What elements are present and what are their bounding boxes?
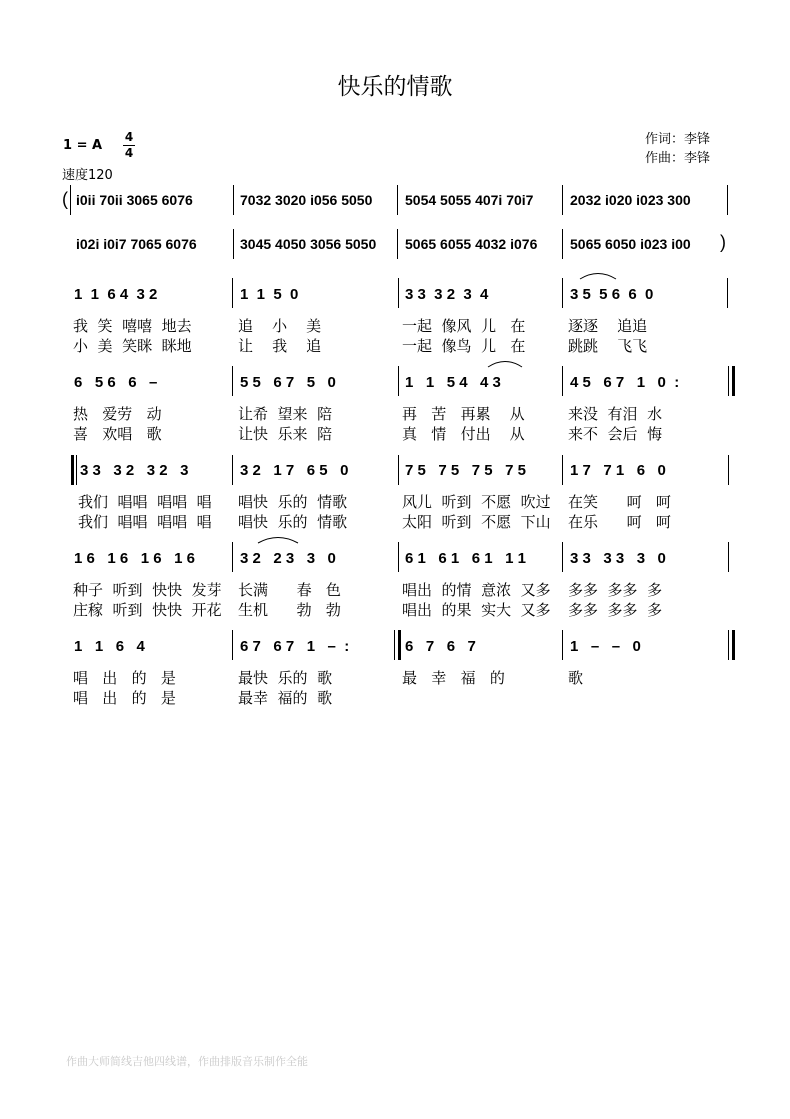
barline <box>728 542 729 572</box>
barline <box>398 455 399 485</box>
lyric-verse-1: 追 小 美 <box>238 317 322 335</box>
barline <box>562 366 563 396</box>
melody-measure: 3 2 1 7 6 5 0 <box>240 462 349 479</box>
melody-measure: 1 1 5 0 <box>240 286 299 303</box>
lyric-verse-1: 我们 唱唱 唱唱 唱 <box>78 493 212 511</box>
composer-credit: 作曲：李锋 <box>645 151 711 166</box>
lyric-verse-1: 歌 <box>568 669 584 687</box>
intro-measure: 5054 5055 407i 70i7 <box>405 192 534 208</box>
melody-measure: 1 6 1 6 1 6 1 6 <box>74 550 195 567</box>
barline <box>232 366 233 396</box>
barline <box>76 455 77 485</box>
melody-measure: 6 1 6 1 6 1 1 1 <box>405 550 526 567</box>
melody-measure: 1 1 6 4 <box>74 638 145 655</box>
lyric-verse-2: 来不 会后 悔 <box>568 425 663 443</box>
melody-measure: 5 5 6 7 5 0 <box>240 374 336 391</box>
barline <box>727 185 728 215</box>
lyric-verse-2: 多多 多多 多 <box>568 601 663 619</box>
barline <box>398 542 399 572</box>
lyric-verse-1: 再 苦 再累 从 <box>402 405 525 423</box>
score-title: 快乐的情歌 <box>337 74 453 100</box>
lyric-verse-1: 在笑 呵 呵 <box>568 493 671 511</box>
lyric-verse-2: 庄稼 听到 快快 开花 <box>73 601 222 619</box>
repeat-start-barline <box>71 455 74 485</box>
lyric-verse-1: 来没 有泪 水 <box>568 405 663 423</box>
lyric-verse-1: 一起 像风 儿 在 <box>402 317 526 335</box>
intro-measure: 2032 i020 i023 300 <box>570 192 691 208</box>
lyric-verse-2: 让 我 追 <box>238 337 322 355</box>
lyric-verse-1: 唱快 乐的 情歌 <box>238 493 348 511</box>
melody-measure: 1 7 7 1 6 0 <box>570 462 666 479</box>
barline <box>397 229 398 259</box>
melody-measure: 3 3 3 2 3 4 <box>405 286 489 303</box>
barline <box>233 229 234 259</box>
lyric-verse-2: 太阳 听到 不愿 下山 <box>402 513 551 531</box>
barline <box>233 185 234 215</box>
time-signature-bottom: 4 <box>124 146 134 160</box>
lyric-verse-2: 最幸 福的 歌 <box>238 689 333 707</box>
barline <box>232 630 233 660</box>
tie-slur <box>256 534 300 544</box>
lyric-verse-2: 在乐 呵 呵 <box>568 513 671 531</box>
barline <box>562 229 563 259</box>
melody-measure: 1 – – 0 <box>570 638 641 655</box>
lyric-verse-1: 种子 听到 快快 发芽 <box>73 581 222 599</box>
lyric-verse-2: 真 情 付出 从 <box>402 425 525 443</box>
melody-measure: 1 1 6 4 3 2 <box>74 286 158 303</box>
intro-close-paren: ) <box>720 232 726 252</box>
barline <box>70 185 71 215</box>
melody-measure: 7 5 7 5 7 5 7 5 <box>405 462 526 479</box>
barline <box>397 185 398 215</box>
barline <box>232 278 233 308</box>
time-signature <box>123 131 135 160</box>
intro-measure: 5065 6055 4032 i076 <box>405 236 538 252</box>
lyric-verse-1: 热 爱劳 动 <box>73 405 162 423</box>
lyric-verse-1: 最 幸 福 的 <box>402 669 505 687</box>
barline <box>394 630 395 660</box>
intro-measure: 3045 4050 3056 5050 <box>240 236 377 252</box>
melody-measure: 3 2 2 3 3 0 <box>240 550 336 567</box>
intro-measure: 7032 3020 i056 5050 <box>240 192 373 208</box>
melody-measure: 6 5 6 6 – <box>74 374 158 391</box>
intro-measure: i0ii 70ii 3065 6076 <box>76 192 193 208</box>
barline <box>562 278 563 308</box>
lyric-verse-2: 跳跳 飞飞 <box>568 337 648 355</box>
melody-measure: 3 3 3 2 3 2 3 <box>80 462 189 479</box>
melody-measure: 4 5 6 7 1 0 : <box>570 374 680 391</box>
final-barline <box>732 630 735 660</box>
lyric-verse-1: 唱出 的情 意浓 又多 <box>402 581 551 599</box>
lyric-verse-2: 我们 唱唱 唱唱 唱 <box>78 513 212 531</box>
melody-measure: 6 7 6 7 1 – : <box>240 638 350 655</box>
melody-measure: 3 3 3 3 3 0 <box>570 550 666 567</box>
lyric-verse-2: 小 美 笑眯 眯地 <box>73 337 192 355</box>
lyric-verse-2: 喜 欢唱 歌 <box>73 425 162 443</box>
lyric-verse-1: 逐逐 追追 <box>568 317 648 335</box>
lyric-verse-1: 风儿 听到 不愿 吹过 <box>402 493 551 511</box>
intro-measure: i02i i0i7 7065 6076 <box>76 236 197 252</box>
melody-measure: 6 7 6 7 <box>405 638 476 655</box>
lyric-verse-1: 让希 望来 陪 <box>238 405 333 423</box>
tempo-marking: 速度120 <box>62 168 113 183</box>
lyric-verse-1: 多多 多多 多 <box>568 581 663 599</box>
lyric-verse-1: 最快 乐的 歌 <box>238 669 333 687</box>
footer-watermark: 作曲大师简线吉他四线谱，作曲排版音乐制作全能 <box>66 1055 308 1068</box>
barline <box>562 455 563 485</box>
lyricist-credit: 作词：李锋 <box>645 132 711 147</box>
barline <box>727 278 728 308</box>
tie-slur <box>578 270 618 280</box>
barline <box>562 542 563 572</box>
key-signature: 1 = A <box>63 138 103 153</box>
repeat-end-barline <box>398 630 401 660</box>
lyric-verse-2: 一起 像鸟 儿 在 <box>402 337 526 355</box>
barline <box>232 455 233 485</box>
lyric-verse-2: 唱快 乐的 情歌 <box>238 513 348 531</box>
barline <box>562 185 563 215</box>
time-signature-top: 4 <box>124 130 134 144</box>
lyric-verse-1: 我 笑 嘻嘻 地去 <box>73 317 192 335</box>
melody-measure: 3 5 5 6 6 0 <box>570 286 654 303</box>
barline <box>232 542 233 572</box>
lyric-verse-2: 唱出 的果 实大 又多 <box>402 601 551 619</box>
repeat-end-barline <box>732 366 735 396</box>
tie-slur <box>486 358 524 368</box>
lyric-verse-1: 唱 出 的 是 <box>73 669 176 687</box>
barline <box>398 278 399 308</box>
lyric-verse-2: 生机 勃 勃 <box>238 601 341 619</box>
lyric-verse-2: 唱 出 的 是 <box>73 689 176 707</box>
barline <box>728 366 729 396</box>
barline <box>562 630 563 660</box>
intro-measure: 5065 6050 i023 i00 <box>570 236 691 252</box>
lyric-verse-2: 让快 乐来 陪 <box>238 425 333 443</box>
melody-measure: 1 1 5 4 4 3 <box>405 374 501 391</box>
barline <box>728 455 729 485</box>
lyric-verse-1: 长满 春 色 <box>238 581 341 599</box>
intro-open-paren: ( <box>62 189 68 209</box>
barline <box>398 366 399 396</box>
barline <box>728 630 729 660</box>
